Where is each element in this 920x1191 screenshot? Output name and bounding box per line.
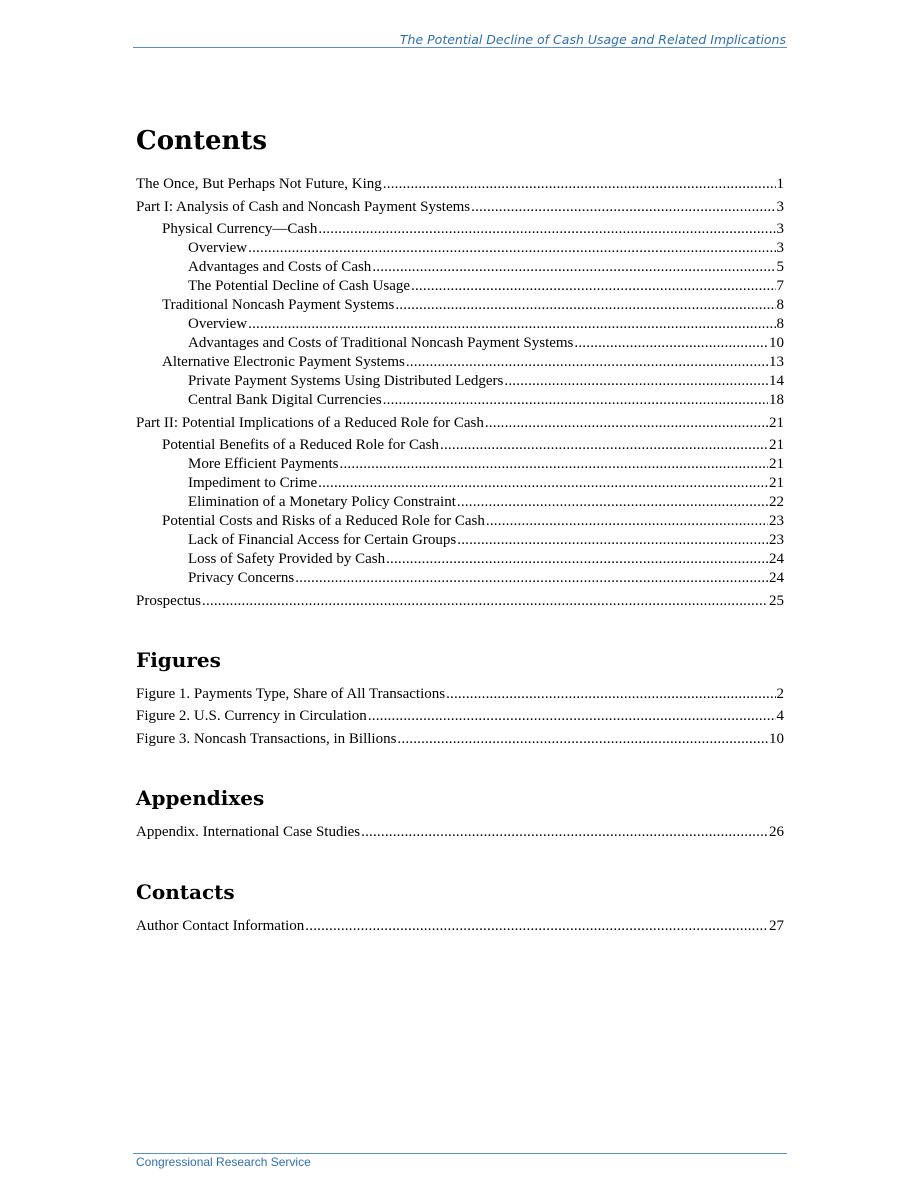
toc-entry[interactable]: Private Payment Systems Using Distributed Ledgers ..... 14 — [188, 372, 784, 390]
toc-entry[interactable]: Privacy Concerns ..... 24 — [188, 569, 784, 587]
appendixes-title: Appendixes — [136, 786, 265, 810]
toc-entry[interactable]: Advantages and Costs of Traditional Noncash Payment Systems ..... 10 — [188, 334, 784, 352]
toc-entry[interactable]: Elimination of a Monetary Policy Constraint ..... 22 — [188, 493, 784, 511]
contents-title: Contents — [136, 126, 268, 156]
toc-entry[interactable]: Alternative Electronic Payment Systems ..... 13 — [162, 353, 784, 371]
toc-entry[interactable]: Overview ..... 3 — [188, 239, 784, 257]
running-header: The Potential Decline of Cash Usage and Related Implications — [399, 32, 786, 47]
toc-entry[interactable]: The Once, But Perhaps Not Future, King ..... 1 — [136, 175, 784, 193]
header-rule — [133, 47, 787, 48]
toc-entry[interactable]: Physical Currency—Cash ..... 3 — [162, 220, 784, 238]
contacts-title: Contacts — [136, 880, 235, 904]
toc-entry[interactable]: Central Bank Digital Currencies ..... 18 — [188, 391, 784, 409]
toc-entry[interactable]: Overview ..... 8 — [188, 315, 784, 333]
figures-title: Figures — [136, 648, 221, 672]
toc-entry[interactable]: Impediment to Crime ..... 21 — [188, 474, 784, 492]
toc-entry[interactable]: The Potential Decline of Cash Usage ..... 7 — [188, 277, 784, 295]
footer-rule — [133, 1153, 787, 1154]
toc-entry[interactable]: Prospectus ..... 25 — [136, 592, 784, 610]
toc-entry[interactable]: More Efficient Payments ..... 21 — [188, 455, 784, 473]
appendix-entry[interactable]: Appendix. International Case Studies ..... 26 — [136, 823, 784, 841]
contact-entry[interactable]: Author Contact Information ..... 27 — [136, 917, 784, 935]
figure-entry[interactable]: Figure 2. U.S. Currency in Circulation ..... 4 — [136, 707, 784, 725]
toc-entry[interactable]: Lack of Financial Access for Certain Groups ..... 23 — [188, 531, 784, 549]
toc-entry[interactable]: Potential Benefits of a Reduced Role for Cash ..... 21 — [162, 436, 784, 454]
toc-entry[interactable]: Potential Costs and Risks of a Reduced Role for Cash ..... 23 — [162, 512, 784, 530]
figure-entry[interactable]: Figure 1. Payments Type, Share of All Transactions ..... 2 — [136, 685, 784, 703]
toc-entry[interactable]: Part II: Potential Implications of a Reduced Role for Cash ..... 21 — [136, 414, 784, 432]
toc-entry[interactable]: Loss of Safety Provided by Cash ..... 24 — [188, 550, 784, 568]
figure-entry[interactable]: Figure 3. Noncash Transactions, in Billions ..... 10 — [136, 730, 784, 748]
toc-entry[interactable]: Traditional Noncash Payment Systems ..... 8 — [162, 296, 784, 314]
running-footer: Congressional Research Service — [136, 1155, 311, 1169]
toc-entry[interactable]: Part I: Analysis of Cash and Noncash Payment Systems ..... 3 — [136, 198, 784, 216]
toc-entry[interactable]: Advantages and Costs of Cash ..... 5 — [188, 258, 784, 276]
